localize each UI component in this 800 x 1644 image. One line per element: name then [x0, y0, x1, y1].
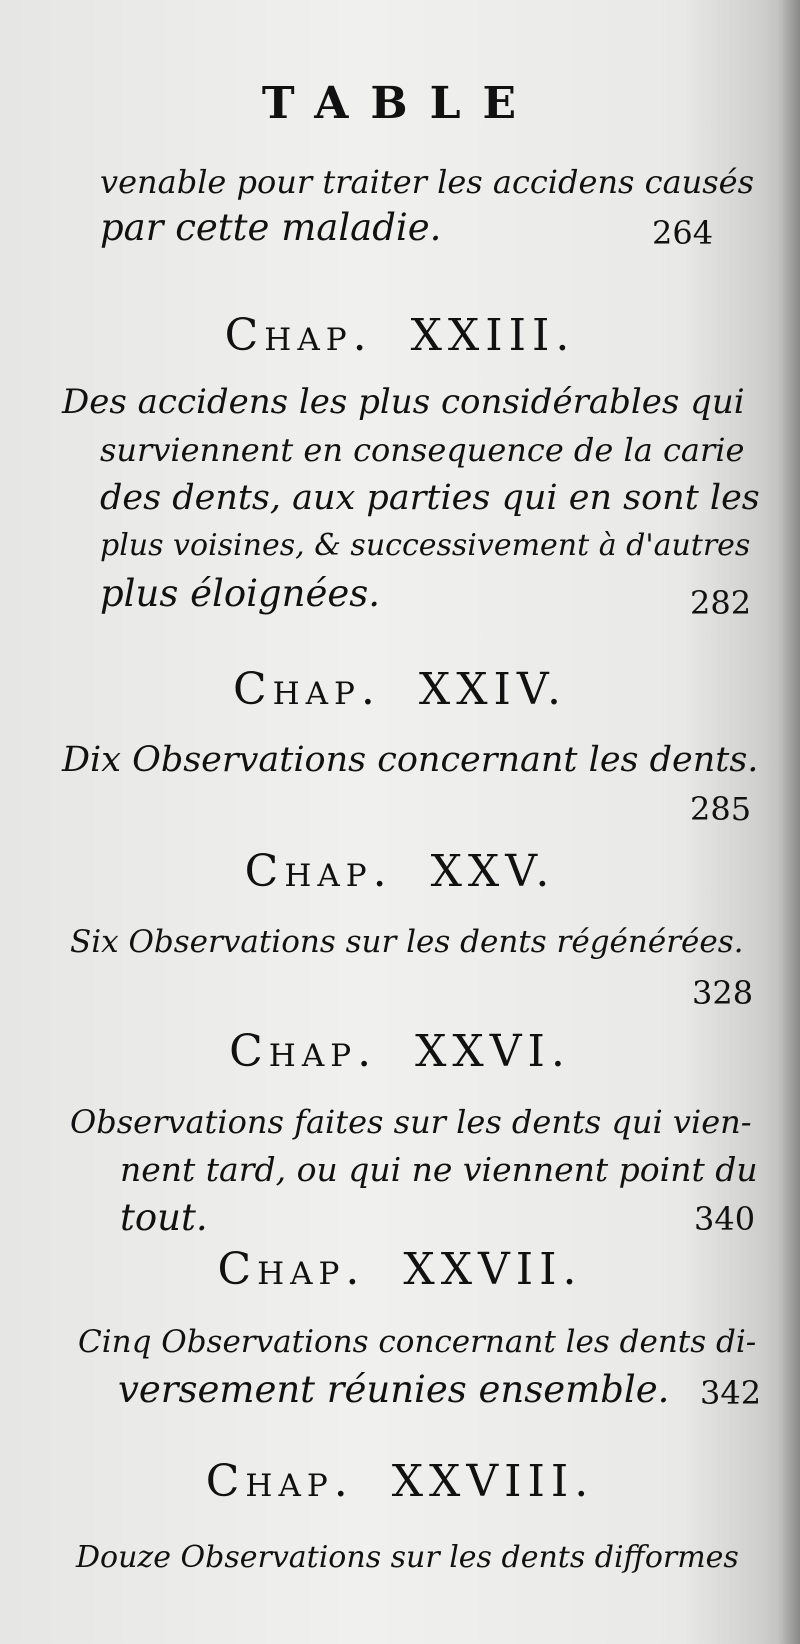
entry-text-line: nent tard, ou qui ne viennent point du: [120, 1150, 758, 1189]
chapter-heading: [0, 1456, 800, 1507]
chapter-heading: [0, 846, 800, 897]
entry-text-line: des dents, aux parties qui en sont les: [100, 478, 760, 518]
page-number: 342: [700, 1374, 762, 1412]
entry-text-line: plus voisines, & successivement à d'autres: [100, 528, 751, 563]
chapter-heading: [0, 1026, 800, 1077]
entry-text-line: par cette maladie.: [100, 206, 442, 249]
chapter-number: XXVIII.: [391, 1456, 595, 1507]
chapter-heading: [0, 664, 800, 715]
page-number: 282: [690, 584, 752, 622]
chapter-word: Chap.: [205, 1456, 354, 1507]
entry-text-line: venable pour traiter les accidens causés: [100, 163, 755, 201]
page-number: 328: [692, 974, 754, 1012]
entry-text-line: plus éloignées.: [100, 572, 380, 615]
page-edge-shadow: [778, 0, 800, 1644]
chapter-number: XXIV.: [418, 664, 568, 715]
entry-text-line: Des accidens les plus considérables qui: [62, 382, 745, 422]
chapter-heading: [0, 1244, 800, 1295]
chapter-number: XXVI.: [415, 1026, 571, 1077]
chapter-heading: [0, 310, 800, 361]
entry-text-line: Six Observations sur les dents régénérées.: [70, 924, 744, 960]
page-header-title: TABLE: [261, 78, 539, 129]
page-number: 285: [690, 790, 752, 828]
entry-text-line: Observations faites sur les dents qui vien-: [70, 1103, 752, 1141]
chapter-word: Chap.: [232, 664, 381, 715]
chapter-word: Chap.: [217, 1244, 366, 1295]
chapter-word: Chap.: [244, 846, 393, 897]
chapter-number: XXVII.: [403, 1244, 583, 1295]
entry-text-line: Cinq Observations concernant les dents di-: [78, 1324, 757, 1360]
page-number: 264: [652, 214, 714, 252]
page-number: 340: [694, 1200, 756, 1238]
entry-text-line: surviennent en consequence de la carie: [100, 431, 745, 469]
chapter-word: Chap.: [224, 310, 373, 361]
chapter-number: XXIII.: [410, 310, 576, 361]
entry-text-line: tout.: [120, 1196, 208, 1239]
entry-text-line: Dix Observations concernant les dents.: [62, 740, 759, 780]
entry-text-line: Douze Observations sur les dents difformes: [76, 1540, 739, 1575]
entry-text-line: versement réunies ensemble.: [118, 1368, 670, 1411]
chapter-number: XXV.: [430, 846, 556, 897]
chapter-word: Chap.: [229, 1026, 378, 1077]
